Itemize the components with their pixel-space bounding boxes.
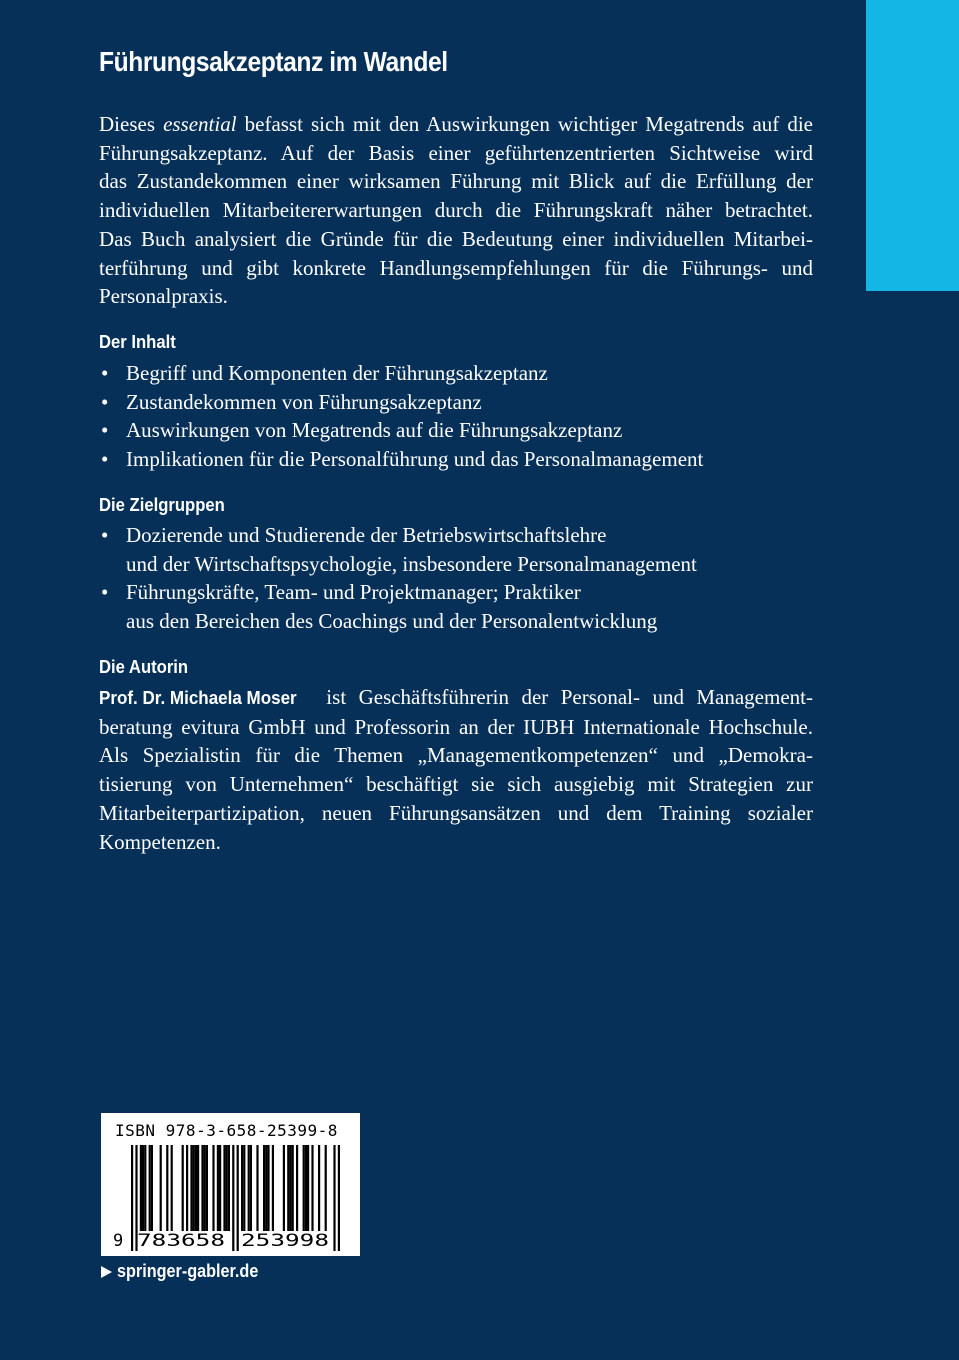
isbn-barcode	[101, 1113, 360, 1256]
barcode-bar	[166, 1145, 168, 1231]
barcode-bar	[267, 1145, 269, 1231]
barcode-bar	[193, 1145, 195, 1231]
content-heading: Der Inhalt	[99, 331, 176, 352]
barcode-bar	[144, 1145, 146, 1231]
intro-paragraph	[99, 110, 813, 311]
barcode-bar	[243, 1145, 245, 1231]
barcode-bar	[311, 1145, 313, 1231]
barcode-bar	[217, 1145, 219, 1231]
bullet-icon: •	[101, 447, 109, 472]
barcode-bar	[204, 1145, 206, 1231]
barcode-bar	[283, 1145, 285, 1231]
barcode-bar	[272, 1145, 274, 1231]
author-line: Prof. Dr. Michaela Moser ist Geschäftsführerin der Personal- und Management-	[99, 683, 813, 713]
bullet-icon: •	[101, 523, 109, 547]
list-item: • Begriff und Komponenten der Führungsakzeptanz	[99, 359, 819, 388]
barcode-bar	[195, 1145, 197, 1231]
barcode-bar	[256, 1145, 258, 1231]
barcode-bar	[305, 1145, 307, 1231]
list-item: • Auswirkungen von Megatrends auf die Führungsakzeptanz	[99, 416, 819, 445]
list-item: • Zustandekommen von Führungsakzeptanz	[99, 388, 819, 417]
barcode-bar	[232, 1145, 234, 1251]
list-item: • Führungskräfte, Team- und Projektmanager; Praktiker aus den Bereichen des Coachings und der Personalentwicklung	[101, 580, 658, 634]
isbn-number: ISBN 978-3-658-25399-8	[115, 1121, 338, 1140]
intro-line: Dieses essential befasst sich mit den Auswirkungen wichtiger Megatrends auf die	[99, 112, 813, 136]
barcode-digits-left: 783658	[137, 1231, 225, 1251]
list-item: • Implikationen für die Personalführung und das Personalmanagement	[99, 445, 819, 474]
barcode-bar	[237, 1145, 239, 1251]
barcode-bar	[142, 1145, 144, 1231]
barcode-bar	[131, 1145, 133, 1251]
barcode-bar	[149, 1145, 151, 1231]
barcode-bar	[182, 1145, 184, 1231]
barcode-bar	[186, 1145, 188, 1231]
barcode-bar	[171, 1145, 173, 1231]
intro-line: Personalpraxis.	[99, 284, 228, 309]
barcode-bars	[101, 1113, 360, 1256]
play-arrow-icon	[101, 1266, 112, 1278]
barcode-bar	[250, 1145, 252, 1231]
publisher-label: springer-gabler.de	[117, 1261, 259, 1281]
barcode-bar	[292, 1145, 294, 1231]
barcode-digit-prefix: 9	[113, 1231, 124, 1251]
barcode-bar	[318, 1145, 320, 1231]
barcode-bar	[140, 1145, 142, 1231]
barcode-bar	[248, 1145, 250, 1231]
author-name: Prof. Dr. Michaela Moser	[99, 687, 297, 708]
author-line: tisierung von Unternehmen“ beschäftigt sie sich ausgiebig mit Strategien zur	[99, 772, 813, 797]
barcode-bar	[201, 1145, 203, 1231]
barcode-bar	[212, 1145, 214, 1231]
bullet-icon: •	[101, 580, 109, 605]
intro-line: individuellen Mitarbeitererwartungen durch die Führungskraft näher betrachtet.	[99, 198, 813, 223]
barcode-bar	[190, 1145, 192, 1231]
book-title: Führungsakzeptanz im Wandel	[99, 46, 448, 77]
audience-heading: Die Zielgruppen	[99, 494, 225, 515]
accent-bar	[866, 0, 959, 291]
author-line: Kompetenzen.	[99, 829, 221, 854]
content-list	[99, 359, 819, 474]
audience-list	[99, 521, 819, 636]
publisher-link[interactable]	[101, 1261, 274, 1282]
bullet-icon: •	[101, 361, 109, 385]
barcode-bar	[325, 1145, 327, 1231]
barcode-bar	[333, 1145, 335, 1251]
author-paragraph	[99, 683, 813, 856]
barcode-bar	[151, 1145, 153, 1231]
barcode-bar	[263, 1145, 265, 1231]
barcode-bar	[219, 1145, 221, 1231]
barcode-bar	[228, 1145, 230, 1231]
list-item: • Dozierende und Studierende der Betriebswirtschaftslehre und der Wirtschaftspsychologie, insbesondere Personalmanagement	[101, 523, 697, 576]
barcode-bar	[160, 1145, 162, 1231]
barcode-bar	[197, 1145, 199, 1231]
essential-term: essential	[163, 112, 237, 136]
bullet-icon: •	[101, 389, 109, 414]
barcode-bar	[223, 1145, 225, 1231]
barcode-bar	[206, 1145, 208, 1231]
barcode-digits-right: 253998	[241, 1231, 329, 1251]
barcode-bar	[265, 1145, 267, 1231]
barcode-bar	[289, 1145, 291, 1231]
intro-line: das Zustandekommen einer wirksamen Führung mit Blick auf die Erfüllung der	[99, 169, 813, 194]
barcode-bar	[226, 1145, 228, 1231]
author-line: Als Spezialistin für die Themen „Managementkompetenzen“ und „Demokra-	[99, 743, 813, 768]
bullet-icon: •	[101, 418, 109, 443]
barcode-bar	[287, 1145, 289, 1231]
barcode-bar	[303, 1145, 305, 1231]
barcode-bar	[296, 1145, 298, 1231]
author-line: beratung evitura GmbH und Professorin an der IUBH Internationale Hochschule.	[99, 714, 813, 739]
author-heading: Die Autorin	[99, 656, 189, 677]
intro-line: terführung und gibt konkrete Handlungsempfehlungen für die Führungs- und	[99, 255, 813, 280]
barcode-bar	[307, 1145, 309, 1231]
author-line: Mitarbeiterpartizipation, neuen Führungsansätzen und dem Training sozialer	[99, 800, 813, 825]
intro-line: Führungsakzeptanz. Auf der Basis einer geführtenzentrierten Sichtweise wird	[99, 140, 813, 165]
barcode-bar	[241, 1145, 243, 1231]
barcode-bar	[338, 1145, 340, 1251]
intro-line: Das Buch analysiert die Gründe für die Bedeutung einer individuellen Mitarbei-	[99, 226, 813, 251]
